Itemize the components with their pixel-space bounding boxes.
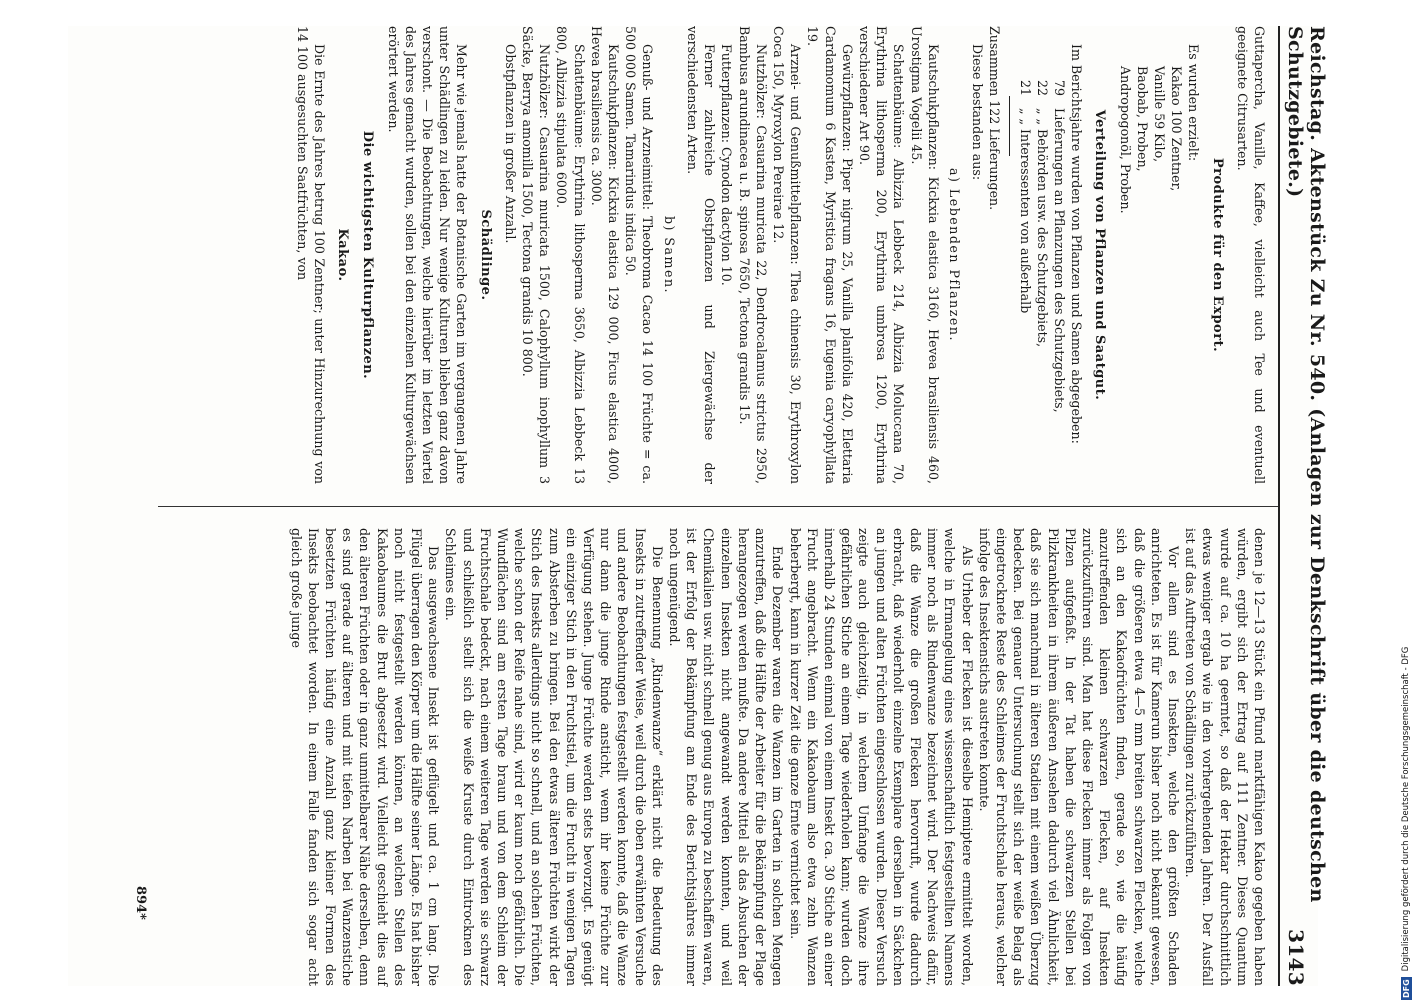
seeds-stimulants: Genuß- und Arzneimittel: Theobroma Cacao 14 100 Früchte = ca. 500 000 Samen. Tamarindus indica 50. [623, 26, 656, 484]
distribution-count: 22 [1034, 79, 1050, 96]
distribution-row [1016, 26, 1033, 484]
column-divider [158, 506, 1278, 507]
heading-important-crops: Die wichtigsten Kulturpflanzen. [360, 130, 376, 380]
running-title: Reichstag. Aktenstück Zu Nr. 540. (Anlagen zur Denkschrift über die deutschen Schutzgebiete.) [1284, 26, 1328, 903]
distribution-row [1034, 26, 1051, 484]
distribution-count: 79 [1051, 79, 1067, 96]
consisted-paragraph: Diese bestanden aus: [970, 44, 986, 181]
insects-paragraph: Vor allem sind es Insekten, welche den größten Schaden anrichteten. Es ist für Kamerun bisher noch nicht bekannt gewesen, daß die größeren etwa 4—5 mm breiten schwarzen Flecken, welche sich an den Kakaofrüchten finden, gerade so, wie die häufig anzutreffenden kleinen schwarzen Flecken, auf Insekten zurückzuführen sind. Man hat diese Flecken immer als Folgen von Pilzen aufgefaßt. In der Tat haben die schwarzen Stellen bei Pilzkrankheiten in ihrem äußeren Ansehen dadurch viel Ähnlichkeit, daß sie sich manchmal in älteren Stadien mit einem weißen Überzug bedecken. Bei genauer Untersuchung stellt sich der weiße Belag als eingetrocknete Reste des Schleimes der Fruchtschale heraus, welcher infolge des Insektenstichs austreten konnte. [976, 528, 1181, 986]
export-item: Vanille 59 Kilo, [1151, 66, 1167, 163]
living-plants-rubber: Kautschukpflanzen: Kickxia elastica 3160, Hevea brasiliensis 460, Urostigma Vogelii 45. [908, 26, 941, 484]
dfg-logo: DFG [1401, 979, 1411, 998]
export-item: Baobab, Proben, [1134, 66, 1150, 172]
living-plants-other: Ferner zahlreiche Obstpflanzen und Ziergewächse der verschiedensten Arten. [684, 26, 718, 484]
heading-export: Produkte für den Export. [1209, 157, 1225, 353]
distribution-row [1051, 26, 1068, 484]
left-column [158, 26, 1268, 484]
living-plants-spice: Gewürzpflanzen: Piper nigrum 25, Vanilla planifolia 420, Elettaria Cardamomum 6 Kasten, Myristica fragans 16, Eugenia caryophyllata 19. [805, 26, 855, 484]
seeds-rubber: Kautschukpflanzen: Kickxia elastica 129 000, Ficus elastica 4000, Hevea brasiliensis ca. 3000. [588, 26, 622, 484]
footer-text: Digitalisierung gefördert durch die Deutsche Forschungsgemeinschaft - DFG [1401, 646, 1411, 972]
distribution-paragraph: Im Berichtsjahre wurden von Pflanzen und Samen abgegeben: [1069, 44, 1085, 444]
adult-insect-paragraph: Das ausgewachsene Insekt ist geflügelt und ca. 1 cm lang. Die Flügel überragen den Körper um die Hälfte seiner Länge. Es hat bisher noch nicht festgestellt werden können, an welchen Stellen des Kakaobaumes die Brut abgesetzt wird. Vielleicht geschieht dies auf den älteren Früchten oder in ganz unmittelbarer Nähe derselben, denn es sind gerade auf älteren und mit tiefen Narben bei Wanzenstiche besetzten Früchten häufig eine Anzahl ganz kleiner Formen des Insekts beobachtet worden. In einem Falle fanden sich sogar acht gleich große junge [288, 528, 442, 986]
seeds-fruit: Obstpflanzen in großer Anzahl. [502, 44, 518, 244]
heading-distribution: Verteilung von Pflanzen und Saatgut. [1092, 109, 1108, 401]
cocoa-paragraph: Die Ernte des Jahres betrug 100 Zentner; unter Hinzurechnung von 14 100 ausgesuchten Saatfrüchten, von [294, 26, 328, 484]
export-item: Andropogonöl, Proben. [1117, 66, 1133, 214]
distribution-total: Zusammen 122 Lieferungen. [987, 26, 1003, 211]
distribution-count: 21 [1017, 79, 1033, 96]
digitization-footer [1399, 0, 1413, 1000]
distribution-text: „ „ Interessenten von außerhalb [1017, 108, 1033, 314]
intro-paragraph: Guttapercha, Vanille, Kaffee, vielleicht auch Tee und eventuell geeignete Citrusarten. [1234, 26, 1267, 484]
living-plants-medicinal: Arznei- und Genußmittelpflanzen: Thea chinensis 30, Erythroxylon Coca 150, Myroxylon Pereirae 12. [770, 26, 804, 484]
distribution-text: Lieferungen an Pflanzungen des Schutzgebiets, [1051, 108, 1067, 413]
bark-bug-paragraph: Als Urheber der Flecken ist dieselbe Hemiptere ermittelt worden, welche in Ermangelung eines wissenschaftlich festgestellten Namens immer noch als Rindenwanze bezeichnet wird. Der Nachweis dafür, daß die Wanze die großen Flecken hervorruft, wurde dadurch erbracht, daß wiederholt einzelne Exemplare derselben in Säckchen an jungen und alten Früchten eingeschlossen wurden. Dieser Versuch zeigte auch gleichzeitig, in welchem Umfange die Wanze ihre gefährlichen Stiche an einem Tage wiederholen kann; wurden doch innerhalb 24 Stunden einmal von einem Insekt ca. 30 Stiche an einer Frucht angebracht. Wenn ein Kakaobaum also etwa zehn Wanzen beherbergt, kann in kurzer Zeit die ganze Ernte vernichtet sein. [787, 528, 975, 986]
signature-mark: 894* [133, 886, 148, 920]
distribution-text: „ „ Behörden usw. des Schutzgebiets, [1034, 108, 1050, 348]
seeds-timber: Nutzhölzer: Casuarina muricata 1500, Calophyllum inophyllum 3 Säcke, Berrya amomilla 1500, Tectona grandis 10 800. [520, 26, 553, 484]
december-paragraph: Ende Dezember waren die Wanzen im Garten in solchen Mengen anzutreffen, daß die Hälfte der Arbeiter für die Bekämpfung der Plage herangezogen werden mußte. Da andere Mittel als das Absuchen der einzelnen Insekten nicht angewandt werden konnten, und weil Chemikalien usw. nicht schnell genug aus Europa zu beschaffen waren, ist der Erfolg der Bekämpfung am Ende des Berichtsjahres immer noch ungenügend. [667, 528, 786, 986]
page-number: 3143 [1284, 929, 1308, 986]
living-plants-shade: Schattenbäume: Albizzia Lebbeck 214, Albizzia Moluccana 70, Erythrina lithosperma 200, Erythrina umbrosa 1200, Erythrina verschiedener Art 90. [856, 26, 907, 484]
sum-rule [1009, 96, 1010, 156]
heading-pests: Schädlinge. [477, 209, 493, 301]
heading-living-plants: a) Lebenden Pflanzen. [946, 168, 962, 342]
document-page [68, 26, 1328, 986]
living-plants-timber: Nutzhölzer: Casuarina muricata 22, Dendrocalamus strictus 2950, Bambusa arundinacea u. B. spinosa 7650, Tectona grandis 15. [736, 26, 769, 484]
naming-paragraph: Die Benennung „Rindenwanze“ erklärt nicht die Bedeutung des Insekts in zutreffender Weise, weil durch die oben erwähnten Versuche und andere Beobachtungen festgestellt werden konnte, daß die Wanze nur dann die junge Rinde ansticht, wenn ihr keine Früchte zur Verfügung stehen. Junge Früchte werden stets bevorzugt. Es genügt ein einziger Stich in den Fruchtstiel, um die Frucht in wenigen Tagen zum Absterben zu bringen. Bei den etwas älteren Früchten wirkt der Stich des Insekts allerdings nicht so schnell, und an solchen Früchten, welche schon der Reife nahe sind, wird er kaum noch gefährlich. Die Wundflächen sind am ersten Tage braun und von dem Schleim der Fruchtschale bedeckt, nach einem weiteren Tage werden sie schwarz und schließlich stellt sich die weiße Kruste durch Eintrocknen des Schleimes ein. [443, 528, 665, 986]
heading-seeds: b) Samen. [661, 215, 677, 295]
living-plants-fodder: Futterpflanzen: Cynodon dactylon 10. [719, 44, 735, 286]
right-column [158, 528, 1268, 986]
seeds-shade: Schattenbäume: Erythrina lithosperma 3650, Albizzia Lebbeck 13 800, Albizzia stipulata 6000. [554, 26, 587, 484]
page-header [1278, 26, 1328, 986]
heading-cocoa: Kakao. [335, 228, 351, 282]
export-lead: Es wurden erzielt: [1186, 44, 1202, 162]
cocoa-yield-paragraph: denen je 12—13 Stück ein Pfund marktfähigen Kakao gegeben haben würden, ergibt sich der Ertrag auf 111 Zentner. Dieses Quantum wurde auf ca. 10 ha geerntet, so daß der Hektar durchschnittlich etwas weniger ergab wie in den vorhergehenden Jahren. Der Ausfall ist auf das Auftreten von Schädlingen zurückzuführen. [1183, 528, 1267, 986]
export-item: Kakao 100 Zentner, [1169, 66, 1185, 192]
pests-paragraph: Mehr wie jemals hatte der Botanische Garten im vergangenen Jahre unter Schädlingen zu leiden. Nur wenige Kulturen blieben ganz davon verschont. — Die Beobachtungen, welche hierüber im letzten Viertel des Jahres gemacht wurden, sollen bei den einzelnen Kulturgewächsen erörtert werden. [385, 26, 470, 484]
